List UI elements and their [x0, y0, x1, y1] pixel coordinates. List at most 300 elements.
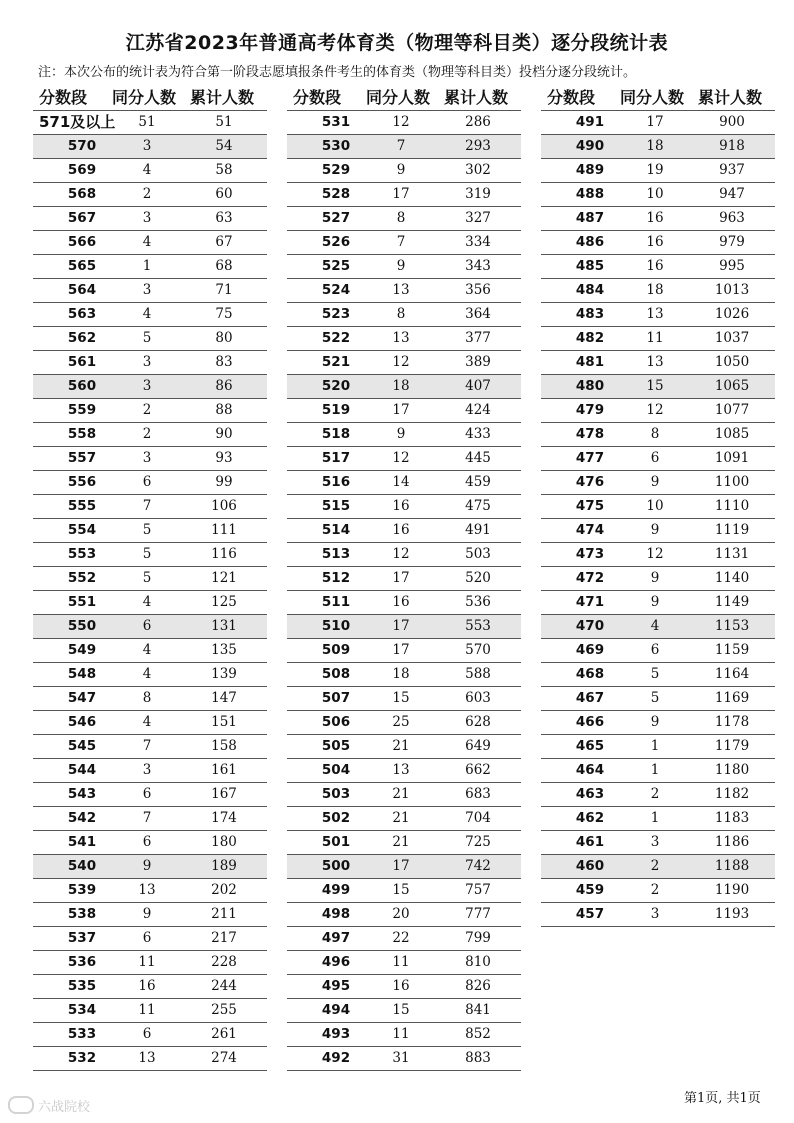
- cumulative-cell: 433: [465, 426, 491, 442]
- cumulative-cell: 93: [215, 450, 233, 466]
- cumulative-cell: 54: [215, 138, 233, 154]
- cumulative-cell: 1050: [714, 354, 750, 370]
- count-cell: 1: [650, 810, 660, 826]
- cumulative-cell: 1110: [714, 498, 750, 514]
- score-cell: 564: [67, 282, 97, 298]
- score-cell: 487: [575, 210, 605, 226]
- table-row: [287, 519, 521, 543]
- table-row: [287, 135, 521, 159]
- table-header: [541, 86, 775, 110]
- cumulative-cell: 1180: [714, 762, 750, 778]
- count-cell: 11: [138, 954, 156, 970]
- count-cell: 15: [392, 1002, 410, 1018]
- cumulative-cell: 603: [465, 690, 491, 706]
- header-cell: 分数段: [293, 88, 342, 107]
- count-cell: 9: [142, 906, 152, 922]
- cumulative-cell: 704: [465, 810, 491, 826]
- count-cell: 11: [138, 1002, 156, 1018]
- cumulative-cell: 947: [719, 186, 745, 202]
- count-cell: 16: [392, 522, 410, 538]
- cumulative-cell: 826: [465, 978, 491, 994]
- table-row: [287, 807, 521, 831]
- table-row: [33, 135, 267, 159]
- table-row: [33, 639, 267, 663]
- header-cell: 累计人数: [444, 88, 509, 107]
- score-cell: 535: [67, 978, 97, 994]
- score-cell: 515: [321, 498, 351, 514]
- count-cell: 13: [646, 306, 664, 322]
- score-cell: 467: [575, 690, 605, 706]
- table-row: [541, 543, 775, 567]
- table-row: [287, 495, 521, 519]
- count-cell: 2: [650, 882, 660, 898]
- count-cell: 21: [392, 738, 410, 754]
- table-row: [541, 567, 775, 591]
- count-cell: 1: [650, 762, 660, 778]
- count-cell: 3: [142, 762, 152, 778]
- score-cell: 489: [575, 162, 605, 178]
- count-cell: 18: [646, 138, 664, 154]
- score-cell: 488: [575, 186, 605, 202]
- score-cell: 553: [67, 546, 97, 562]
- score-cell: 501: [321, 834, 351, 850]
- table-row: [33, 207, 267, 231]
- score-cell: 554: [67, 522, 97, 538]
- cumulative-cell: 167: [211, 786, 237, 802]
- score-cell: 518: [321, 426, 351, 442]
- score-cell: 476: [575, 474, 605, 490]
- cumulative-cell: 228: [211, 954, 237, 970]
- score-cell: 537: [67, 930, 97, 946]
- page-footer: 第1页, 共1页: [684, 1091, 761, 1106]
- table-row: [33, 591, 267, 615]
- table-row: [287, 279, 521, 303]
- count-cell: 4: [142, 306, 152, 322]
- score-cell: 479: [575, 402, 605, 418]
- watermark-text: 六战院校: [38, 1100, 91, 1115]
- table-row: [541, 783, 775, 807]
- cumulative-cell: 389: [465, 354, 491, 370]
- table-row: [33, 351, 267, 375]
- table-column-2: [287, 86, 521, 1071]
- score-cell: 526: [321, 234, 351, 250]
- score-cell: 534: [67, 1002, 97, 1018]
- score-cell: 548: [67, 666, 97, 682]
- count-cell: 4: [142, 666, 152, 682]
- count-cell: 16: [392, 498, 410, 514]
- table-column-1: [33, 86, 267, 1071]
- count-cell: 17: [646, 114, 664, 130]
- score-cell: 493: [321, 1026, 351, 1042]
- cumulative-cell: 68: [215, 258, 233, 274]
- score-cell: 567: [67, 210, 97, 226]
- table-row: [287, 231, 521, 255]
- score-cell: 508: [321, 666, 351, 682]
- cumulative-cell: 995: [719, 258, 745, 274]
- cumulative-cell: 60: [215, 186, 233, 202]
- table-row: [33, 399, 267, 423]
- score-cell: 475: [575, 498, 605, 514]
- table-row: [541, 135, 775, 159]
- count-cell: 5: [142, 522, 152, 538]
- count-cell: 15: [392, 690, 410, 706]
- count-cell: 22: [392, 930, 410, 946]
- score-cell: 525: [321, 258, 351, 274]
- cumulative-cell: 1164: [714, 666, 750, 682]
- table-row: [33, 951, 267, 975]
- table-row: [287, 543, 521, 567]
- cumulative-cell: 125: [211, 594, 237, 610]
- count-cell: 2: [650, 786, 660, 802]
- table-row: [541, 495, 775, 519]
- table-row: [287, 759, 521, 783]
- table-row: [541, 759, 775, 783]
- table-row: [33, 567, 267, 591]
- score-cell: 473: [575, 546, 605, 562]
- count-cell: 8: [396, 306, 406, 322]
- score-cell: 562: [67, 330, 97, 346]
- table-row: [33, 495, 267, 519]
- count-cell: 5: [142, 330, 152, 346]
- cumulative-cell: 189: [211, 858, 237, 874]
- table-row: [541, 375, 775, 399]
- cumulative-cell: 139: [211, 666, 237, 682]
- cumulative-cell: 900: [719, 114, 745, 130]
- score-cell: 490: [575, 138, 605, 154]
- table-row: [287, 591, 521, 615]
- table-row: [287, 927, 521, 951]
- score-cell: 480: [575, 378, 605, 394]
- cumulative-cell: 202: [211, 882, 237, 898]
- header-cell: 分数段: [39, 88, 88, 107]
- count-cell: 16: [392, 978, 410, 994]
- cumulative-cell: 1186: [714, 834, 750, 850]
- cumulative-cell: 777: [465, 906, 491, 922]
- count-cell: 17: [392, 402, 410, 418]
- score-cell: 538: [67, 906, 97, 922]
- count-cell: 20: [392, 906, 410, 922]
- cumulative-cell: 180: [211, 834, 237, 850]
- score-cell: 544: [67, 762, 97, 778]
- score-cell: 536: [67, 954, 97, 970]
- count-cell: 13: [138, 1050, 156, 1066]
- cumulative-cell: 158: [211, 738, 237, 754]
- table-row: [287, 327, 521, 351]
- cumulative-cell: 255: [211, 1002, 237, 1018]
- table-row: [33, 471, 267, 495]
- score-cell: 570: [67, 138, 97, 154]
- cumulative-cell: 503: [465, 546, 491, 562]
- table-row: [33, 183, 267, 207]
- table-row: [287, 711, 521, 735]
- cumulative-cell: 1159: [714, 642, 750, 658]
- cumulative-cell: 491: [465, 522, 491, 538]
- count-cell: 6: [142, 834, 152, 850]
- cumulative-cell: 810: [465, 954, 491, 970]
- count-cell: 7: [142, 738, 152, 754]
- table-row: [541, 639, 775, 663]
- cumulative-cell: 742: [465, 858, 491, 874]
- score-cell: 516: [321, 474, 351, 490]
- count-cell: 14: [392, 474, 410, 490]
- score-cell: 565: [67, 258, 97, 274]
- table-row: [541, 351, 775, 375]
- page-title: 江苏省2023年普通高考体育类（物理等科目类）逐分段统计表: [125, 32, 669, 54]
- cumulative-cell: 852: [465, 1026, 491, 1042]
- score-cell: 511: [321, 594, 351, 610]
- score-cell: 477: [575, 450, 605, 466]
- count-cell: 1: [650, 738, 660, 754]
- cumulative-cell: 302: [465, 162, 491, 178]
- cumulative-cell: 725: [465, 834, 491, 850]
- score-cell: 505: [321, 738, 351, 754]
- table-row: [541, 159, 775, 183]
- table-row: [287, 639, 521, 663]
- count-cell: 17: [392, 186, 410, 202]
- table-row: [287, 831, 521, 855]
- count-cell: 18: [646, 282, 664, 298]
- count-cell: 3: [650, 906, 660, 922]
- score-cell: 461: [575, 834, 605, 850]
- count-cell: 3: [142, 138, 152, 154]
- score-cell: 545: [67, 738, 97, 754]
- table-row: [33, 975, 267, 999]
- table-row: [541, 855, 775, 879]
- cumulative-cell: 1100: [714, 474, 750, 490]
- count-cell: 9: [396, 426, 406, 442]
- count-cell: 10: [646, 498, 664, 514]
- cumulative-cell: 83: [215, 354, 233, 370]
- cumulative-cell: 475: [465, 498, 491, 514]
- count-cell: 3: [142, 282, 152, 298]
- table-row: [541, 447, 775, 471]
- table-row: [287, 615, 521, 639]
- score-cell: 462: [575, 810, 605, 826]
- cumulative-cell: 51: [215, 114, 233, 130]
- cumulative-cell: 1013: [714, 282, 750, 298]
- table-row: [33, 783, 267, 807]
- count-cell: 9: [650, 594, 660, 610]
- cumulative-cell: 147: [211, 690, 237, 706]
- score-cell: 522: [321, 330, 351, 346]
- table-row: [33, 999, 267, 1023]
- count-cell: 31: [392, 1050, 410, 1066]
- score-cell: 498: [321, 906, 351, 922]
- cumulative-cell: 274: [211, 1050, 237, 1066]
- table-row: [541, 279, 775, 303]
- table-row: [33, 327, 267, 351]
- cumulative-cell: 445: [465, 450, 491, 466]
- cumulative-cell: 217: [211, 930, 237, 946]
- table-row: [287, 1023, 521, 1047]
- cumulative-cell: 116: [211, 546, 237, 562]
- count-cell: 15: [646, 378, 664, 394]
- score-cell: 469: [575, 642, 605, 658]
- table-row: [33, 927, 267, 951]
- cumulative-cell: 883: [465, 1050, 491, 1066]
- score-cell: 533: [67, 1026, 97, 1042]
- table-row: [287, 687, 521, 711]
- count-cell: 5: [142, 546, 152, 562]
- score-cell: 543: [67, 786, 97, 802]
- cumulative-cell: 75: [215, 306, 233, 322]
- count-cell: 11: [646, 330, 664, 346]
- cumulative-cell: 1065: [714, 378, 750, 394]
- table-row: [287, 1047, 521, 1071]
- score-cell: 529: [321, 162, 351, 178]
- cumulative-cell: 520: [465, 570, 491, 586]
- cumulative-cell: 1119: [714, 522, 750, 538]
- table-row: [541, 471, 775, 495]
- score-cell: 547: [67, 690, 97, 706]
- cumulative-cell: 261: [211, 1026, 237, 1042]
- score-cell: 559: [67, 402, 97, 418]
- score-cell: 495: [321, 978, 351, 994]
- cumulative-cell: 319: [465, 186, 491, 202]
- score-cell: 552: [67, 570, 97, 586]
- count-cell: 3: [142, 378, 152, 394]
- table-row: [287, 207, 521, 231]
- count-cell: 8: [650, 426, 660, 442]
- count-cell: 10: [646, 186, 664, 202]
- cumulative-cell: 174: [211, 810, 237, 826]
- table-header: [287, 86, 521, 110]
- table-row: [33, 711, 267, 735]
- cumulative-cell: 63: [215, 210, 233, 226]
- table-row: [287, 903, 521, 927]
- cumulative-cell: 151: [211, 714, 237, 730]
- table-row: [33, 375, 267, 399]
- count-cell: 6: [142, 618, 152, 634]
- table-row: [541, 327, 775, 351]
- table-row: [33, 255, 267, 279]
- table-row: [33, 519, 267, 543]
- count-cell: 4: [142, 162, 152, 178]
- count-cell: 13: [392, 762, 410, 778]
- cumulative-cell: 1190: [714, 882, 750, 898]
- count-cell: 16: [138, 978, 156, 994]
- score-cell: 558: [67, 426, 97, 442]
- table-row: [33, 687, 267, 711]
- table-row: [287, 999, 521, 1023]
- score-cell: 523: [321, 306, 351, 322]
- cumulative-cell: 963: [719, 210, 745, 226]
- score-cell: 519: [321, 402, 351, 418]
- table-row: [33, 831, 267, 855]
- table-row: [541, 303, 775, 327]
- score-cell: 502: [321, 810, 351, 826]
- count-cell: 2: [142, 186, 152, 202]
- cumulative-cell: 1153: [714, 618, 750, 634]
- cumulative-cell: 286: [465, 114, 491, 130]
- count-cell: 7: [142, 810, 152, 826]
- score-cell: 512: [321, 570, 351, 586]
- score-cell: 541: [67, 834, 97, 850]
- cumulative-cell: 1188: [714, 858, 750, 874]
- score-cell: 513: [321, 546, 351, 562]
- score-cell: 546: [67, 714, 97, 730]
- table-row: [541, 231, 775, 255]
- table-row: [541, 903, 775, 927]
- score-cell: 466: [575, 714, 605, 730]
- count-cell: 9: [650, 522, 660, 538]
- count-cell: 2: [650, 858, 660, 874]
- table-row: [33, 543, 267, 567]
- cumulative-cell: 99: [215, 474, 233, 490]
- table-row: [33, 663, 267, 687]
- cumulative-cell: 86: [215, 378, 233, 394]
- count-cell: 13: [392, 282, 410, 298]
- count-cell: 9: [650, 570, 660, 586]
- cumulative-cell: 334: [465, 234, 491, 250]
- cumulative-cell: 799: [465, 930, 491, 946]
- count-cell: 6: [142, 474, 152, 490]
- count-cell: 25: [392, 714, 410, 730]
- score-cell: 556: [67, 474, 97, 490]
- score-cell: 468: [575, 666, 605, 682]
- score-cell: 571及以上: [39, 113, 116, 131]
- count-cell: 11: [392, 954, 410, 970]
- cumulative-cell: 1182: [714, 786, 750, 802]
- table-row: [33, 807, 267, 831]
- header-cell: 同分人数: [366, 88, 431, 107]
- score-cell: 484: [575, 282, 605, 298]
- score-cell: 481: [575, 354, 605, 370]
- count-cell: 2: [142, 426, 152, 442]
- cumulative-cell: 757: [465, 882, 491, 898]
- score-cell: 539: [67, 882, 97, 898]
- score-cell: 486: [575, 234, 605, 250]
- cumulative-cell: 67: [215, 234, 233, 250]
- table-row: [287, 735, 521, 759]
- table-row: [287, 375, 521, 399]
- count-cell: 17: [392, 858, 410, 874]
- score-cell: 496: [321, 954, 351, 970]
- count-cell: 11: [392, 1026, 410, 1042]
- cumulative-cell: 106: [211, 498, 237, 514]
- count-cell: 21: [392, 834, 410, 850]
- table-row: [287, 855, 521, 879]
- header-cell: 同分人数: [112, 88, 177, 107]
- score-cell: 491: [575, 114, 605, 130]
- score-cell: 509: [321, 642, 351, 658]
- cumulative-cell: 1077: [714, 402, 750, 418]
- count-cell: 9: [396, 258, 406, 274]
- table-row: [33, 447, 267, 471]
- watermark: [8, 1096, 90, 1115]
- count-cell: 21: [392, 786, 410, 802]
- count-cell: 12: [392, 354, 410, 370]
- score-cell: 524: [321, 282, 351, 298]
- cumulative-cell: 1169: [714, 690, 750, 706]
- count-cell: 13: [138, 882, 156, 898]
- table-row: [541, 591, 775, 615]
- cumulative-cell: 131: [211, 618, 237, 634]
- table-row: [287, 951, 521, 975]
- score-cell: 532: [67, 1050, 97, 1066]
- score-cell: 568: [67, 186, 97, 202]
- table-row: [33, 615, 267, 639]
- score-cell: 557: [67, 450, 97, 466]
- table-row: [541, 711, 775, 735]
- table-row: [287, 975, 521, 999]
- count-cell: 9: [142, 858, 152, 874]
- cumulative-cell: 1149: [714, 594, 750, 610]
- header-cell: 累计人数: [190, 88, 255, 107]
- table-row: [541, 735, 775, 759]
- score-cell: 460: [575, 858, 605, 874]
- score-cell: 506: [321, 714, 351, 730]
